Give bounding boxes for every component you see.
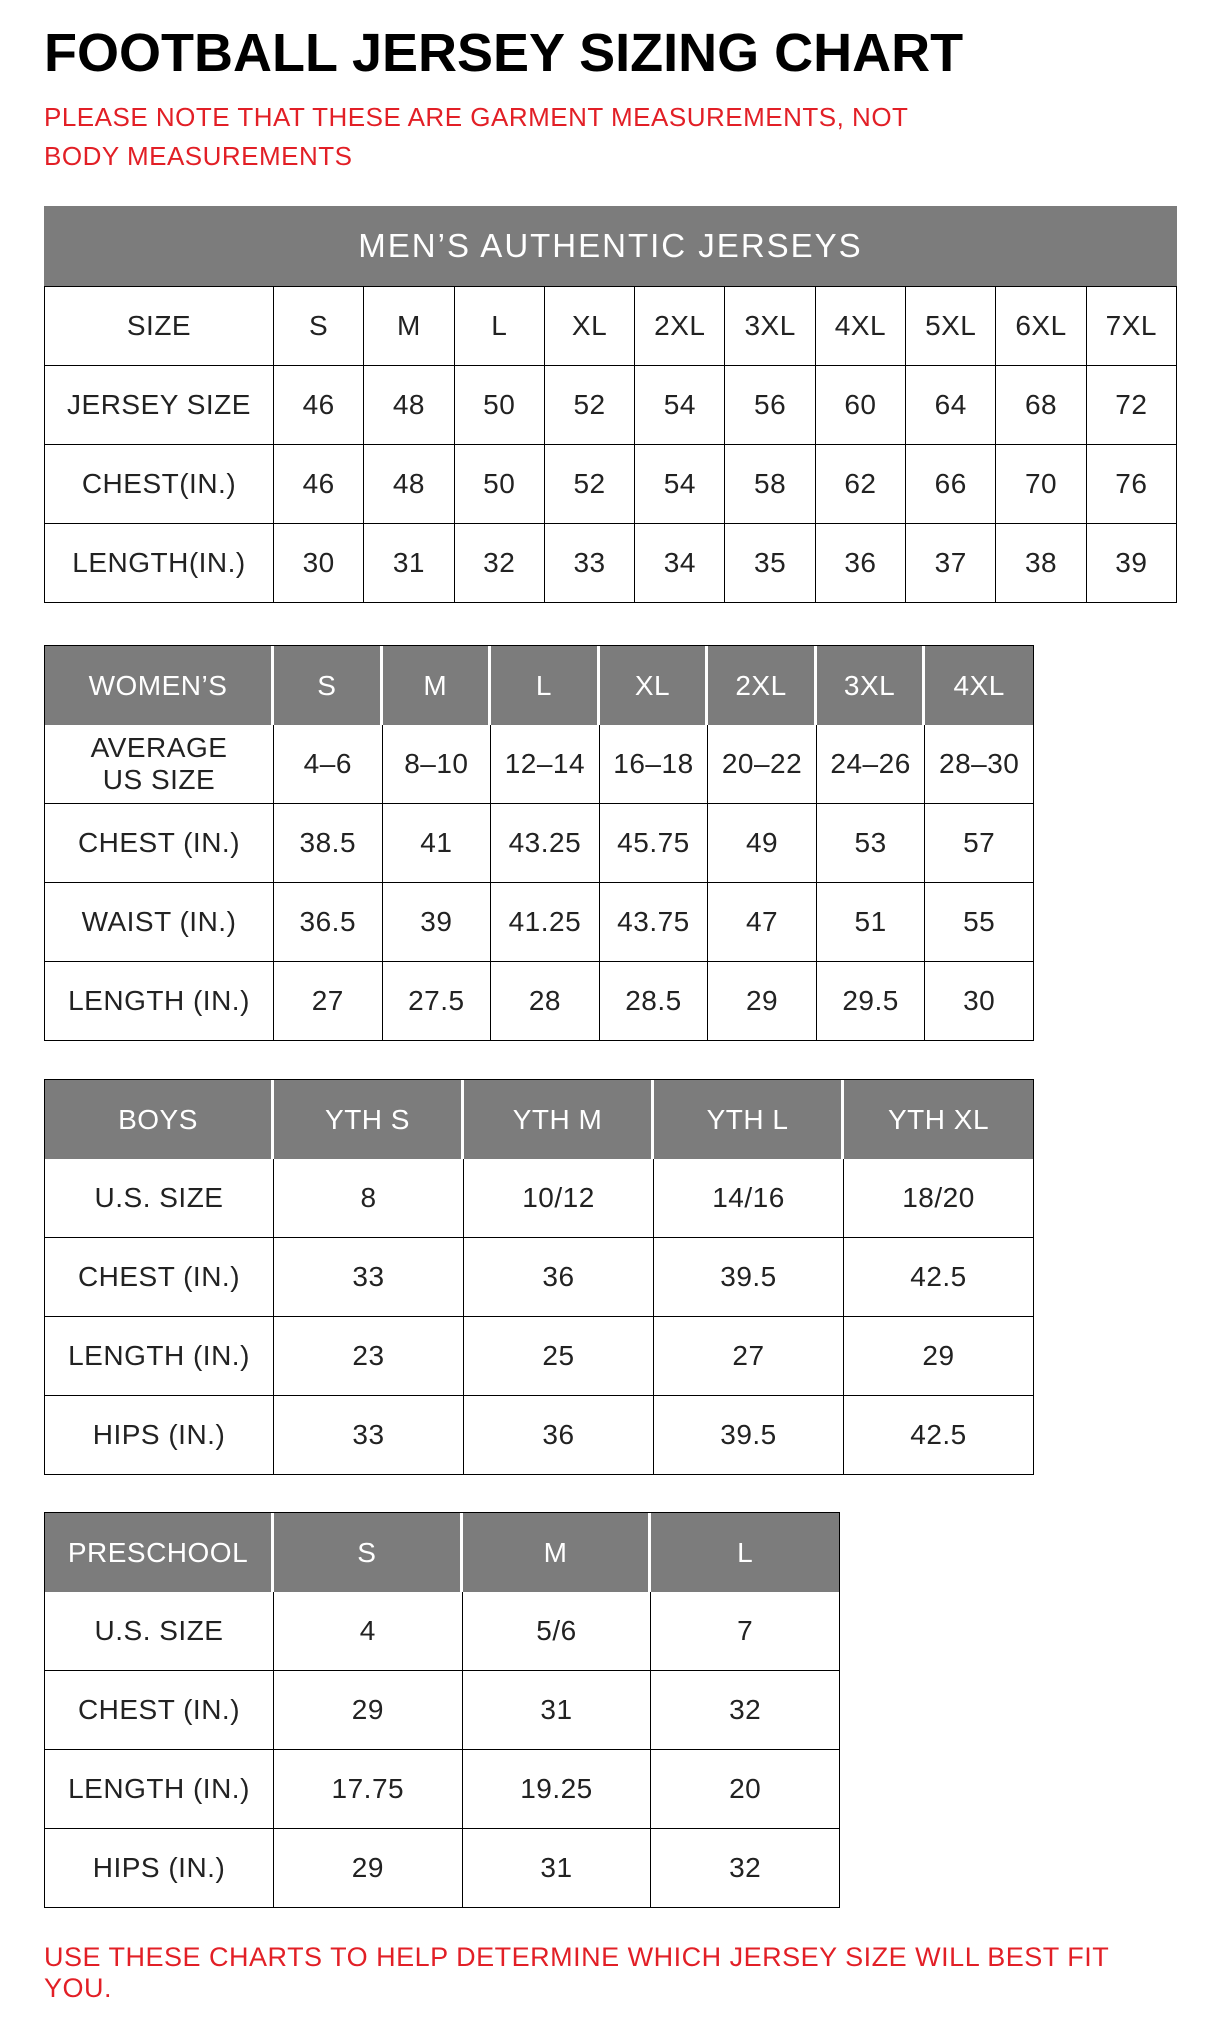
table-value-cell: 39.5 bbox=[654, 1396, 844, 1475]
table-value-cell: 46 bbox=[274, 445, 364, 524]
table-row bbox=[45, 445, 1177, 524]
row-label-cell: AVERAGE US SIZE bbox=[45, 725, 274, 804]
table-value-cell: 31 bbox=[463, 1829, 652, 1908]
row-label-cell: CHEST(IN.) bbox=[45, 445, 274, 524]
table-value-cell: 58 bbox=[725, 445, 815, 524]
table-value-cell: 68 bbox=[996, 366, 1086, 445]
table-value-cell: 42.5 bbox=[844, 1396, 1034, 1475]
table-value-cell: 14/16 bbox=[654, 1159, 844, 1238]
table-value-cell: 10/12 bbox=[464, 1159, 654, 1238]
table-value-cell: 27.5 bbox=[383, 962, 492, 1041]
table-value-cell: 60 bbox=[816, 366, 906, 445]
row-label-cell: CHEST (IN.) bbox=[45, 1238, 274, 1317]
table-value-cell: 56 bbox=[725, 366, 815, 445]
table-header-row bbox=[45, 646, 1034, 725]
table-value-cell: 39 bbox=[1087, 524, 1177, 603]
table-value-cell: 38.5 bbox=[274, 804, 383, 883]
table-header-cell: S bbox=[274, 1513, 463, 1592]
table-row bbox=[45, 366, 1177, 445]
table-value-cell: 33 bbox=[274, 1238, 464, 1317]
table-header-cell: 2XL bbox=[708, 646, 817, 725]
table-row bbox=[45, 804, 1034, 883]
table-value-cell: 24–26 bbox=[817, 725, 926, 804]
table-value-cell: 18/20 bbox=[844, 1159, 1034, 1238]
table-header-cell: M bbox=[463, 1513, 652, 1592]
table-value-cell: 64 bbox=[906, 366, 996, 445]
table-value-cell: 41.25 bbox=[491, 883, 600, 962]
table-value-cell: 27 bbox=[274, 962, 383, 1041]
table-value-cell: 45.75 bbox=[600, 804, 709, 883]
table-row bbox=[45, 1750, 840, 1829]
table-value-cell: 7 bbox=[651, 1592, 840, 1671]
table-value-cell: 76 bbox=[1087, 445, 1177, 524]
table-header-cell: YTH M bbox=[464, 1080, 654, 1159]
mens-table-banner: MEN’S AUTHENTIC JERSEYS bbox=[44, 206, 1177, 286]
table-value-cell: 48 bbox=[364, 366, 454, 445]
table-value-cell: 30 bbox=[274, 524, 364, 603]
table-value-cell: 19.25 bbox=[463, 1750, 652, 1829]
table-header-cell: M bbox=[383, 646, 492, 725]
table-value-cell: 42.5 bbox=[844, 1238, 1034, 1317]
table-value-cell: 30 bbox=[925, 962, 1034, 1041]
preschool-sizing-table bbox=[44, 1512, 840, 1908]
table-value-cell: 54 bbox=[635, 445, 725, 524]
row-label-cell: SIZE bbox=[45, 287, 274, 366]
table-value-cell: 5/6 bbox=[463, 1592, 652, 1671]
table-value-cell: 23 bbox=[274, 1317, 464, 1396]
table-value-cell: 7XL bbox=[1087, 287, 1177, 366]
table-value-cell: 32 bbox=[651, 1829, 840, 1908]
table-value-cell: 6XL bbox=[996, 287, 1086, 366]
table-value-cell: 39.5 bbox=[654, 1238, 844, 1317]
table-value-cell: 72 bbox=[1087, 366, 1177, 445]
table-value-cell: 52 bbox=[545, 366, 635, 445]
row-label-cell: LENGTH(IN.) bbox=[45, 524, 274, 603]
table-row bbox=[45, 883, 1034, 962]
row-label-cell: U.S. SIZE bbox=[45, 1159, 274, 1238]
table-row bbox=[45, 1238, 1034, 1317]
table-header-cell: S bbox=[274, 646, 383, 725]
table-value-cell: 50 bbox=[455, 445, 545, 524]
row-label-cell: CHEST (IN.) bbox=[45, 1671, 274, 1750]
table-value-cell: 8 bbox=[274, 1159, 464, 1238]
table-value-cell: 43.25 bbox=[491, 804, 600, 883]
row-label-cell: HIPS (IN.) bbox=[45, 1829, 274, 1908]
table-value-cell: 48 bbox=[364, 445, 454, 524]
table-header-cell: 3XL bbox=[817, 646, 926, 725]
table-value-cell: 37 bbox=[906, 524, 996, 603]
table-header-cell: WOMEN’S bbox=[45, 646, 274, 725]
womens-sizing-table bbox=[44, 645, 1034, 1041]
table-value-cell: 36 bbox=[464, 1396, 654, 1475]
table-value-cell: 12–14 bbox=[491, 725, 600, 804]
table-value-cell: 5XL bbox=[906, 287, 996, 366]
table-value-cell: 33 bbox=[545, 524, 635, 603]
table-value-cell: 27 bbox=[654, 1317, 844, 1396]
table-value-cell: 41 bbox=[383, 804, 492, 883]
row-label-cell: U.S. SIZE bbox=[45, 1592, 274, 1671]
table-value-cell: 31 bbox=[364, 524, 454, 603]
table-value-cell: 70 bbox=[996, 445, 1086, 524]
table-value-cell: 25 bbox=[464, 1317, 654, 1396]
table-value-cell: 4 bbox=[274, 1592, 463, 1671]
table-value-cell: M bbox=[364, 287, 454, 366]
table-value-cell: 4–6 bbox=[274, 725, 383, 804]
table-value-cell: 32 bbox=[455, 524, 545, 603]
row-label-cell: HIPS (IN.) bbox=[45, 1396, 274, 1475]
table-value-cell: 28–30 bbox=[925, 725, 1034, 804]
table-value-cell: 55 bbox=[925, 883, 1034, 962]
table-row bbox=[45, 524, 1177, 603]
table-value-cell: 33 bbox=[274, 1396, 464, 1475]
table-row bbox=[45, 1592, 840, 1671]
table-header-cell: PRESCHOOL bbox=[45, 1513, 274, 1592]
table-value-cell: 2XL bbox=[635, 287, 725, 366]
table-header-cell: YTH L bbox=[654, 1080, 844, 1159]
page-title: FOOTBALL JERSEY SIZING CHART bbox=[44, 23, 964, 83]
table-value-cell: 34 bbox=[635, 524, 725, 603]
table-value-cell: 57 bbox=[925, 804, 1034, 883]
table-header-cell: L bbox=[651, 1513, 840, 1592]
table-value-cell: 53 bbox=[817, 804, 926, 883]
mens-sizing-table bbox=[44, 286, 1177, 603]
table-header-cell: BOYS bbox=[45, 1080, 274, 1159]
table-value-cell: 54 bbox=[635, 366, 725, 445]
table-header-cell: YTH XL bbox=[844, 1080, 1034, 1159]
row-label-cell: LENGTH (IN.) bbox=[45, 1317, 274, 1396]
table-row bbox=[45, 1671, 840, 1750]
table-value-cell: 17.75 bbox=[274, 1750, 463, 1829]
table-header-cell: YTH S bbox=[274, 1080, 464, 1159]
table-row bbox=[45, 287, 1177, 366]
table-value-cell: 29 bbox=[844, 1317, 1034, 1396]
table-value-cell: 29 bbox=[708, 962, 817, 1041]
table-value-cell: 46 bbox=[274, 366, 364, 445]
table-header-cell: 4XL bbox=[925, 646, 1034, 725]
table-value-cell: 4XL bbox=[816, 287, 906, 366]
table-row bbox=[45, 962, 1034, 1041]
table-value-cell: 20–22 bbox=[708, 725, 817, 804]
table-value-cell: 62 bbox=[816, 445, 906, 524]
table-value-cell: 36 bbox=[464, 1238, 654, 1317]
table-value-cell: 20 bbox=[651, 1750, 840, 1829]
table-value-cell: 36.5 bbox=[274, 883, 383, 962]
table-value-cell: 32 bbox=[651, 1671, 840, 1750]
table-value-cell: 36 bbox=[816, 524, 906, 603]
boys-sizing-table bbox=[44, 1079, 1034, 1475]
table-header-row bbox=[45, 1080, 1034, 1159]
row-label-cell: CHEST (IN.) bbox=[45, 804, 274, 883]
footer-note: USE THESE CHARTS TO HELP DETERMINE WHICH JERSEY SIZE WILL BEST FIT YOU. bbox=[44, 1942, 1109, 2003]
table-value-cell: 49 bbox=[708, 804, 817, 883]
garment-measurements-note: PLEASE NOTE THAT THESE ARE GARMENT MEASUREMENTS, NOT BODY MEASUREMENTS bbox=[44, 102, 908, 171]
table-value-cell: 51 bbox=[817, 883, 926, 962]
table-value-cell: 29.5 bbox=[817, 962, 926, 1041]
table-header-cell: L bbox=[491, 646, 600, 725]
row-label-cell: LENGTH (IN.) bbox=[45, 1750, 274, 1829]
table-row bbox=[45, 1396, 1034, 1475]
table-value-cell: 28.5 bbox=[600, 962, 709, 1041]
table-value-cell: 66 bbox=[906, 445, 996, 524]
table-value-cell: 43.75 bbox=[600, 883, 709, 962]
table-value-cell: 50 bbox=[455, 366, 545, 445]
table-value-cell: 3XL bbox=[725, 287, 815, 366]
table-value-cell: S bbox=[274, 287, 364, 366]
table-value-cell: L bbox=[455, 287, 545, 366]
table-value-cell: XL bbox=[545, 287, 635, 366]
table-value-cell: 16–18 bbox=[600, 725, 709, 804]
table-value-cell: 8–10 bbox=[383, 725, 492, 804]
table-row bbox=[45, 1317, 1034, 1396]
table-header-row bbox=[45, 1513, 840, 1592]
table-row bbox=[45, 1159, 1034, 1238]
table-row bbox=[45, 1829, 840, 1908]
row-label-cell: WAIST (IN.) bbox=[45, 883, 274, 962]
table-value-cell: 29 bbox=[274, 1671, 463, 1750]
table-value-cell: 35 bbox=[725, 524, 815, 603]
table-value-cell: 29 bbox=[274, 1829, 463, 1908]
table-value-cell: 28 bbox=[491, 962, 600, 1041]
table-value-cell: 38 bbox=[996, 524, 1086, 603]
table-value-cell: 52 bbox=[545, 445, 635, 524]
table-row bbox=[45, 725, 1034, 804]
table-header-cell: XL bbox=[600, 646, 709, 725]
row-label-cell: LENGTH (IN.) bbox=[45, 962, 274, 1041]
table-value-cell: 47 bbox=[708, 883, 817, 962]
table-value-cell: 39 bbox=[383, 883, 492, 962]
row-label-cell: JERSEY SIZE bbox=[45, 366, 274, 445]
table-value-cell: 31 bbox=[463, 1671, 652, 1750]
